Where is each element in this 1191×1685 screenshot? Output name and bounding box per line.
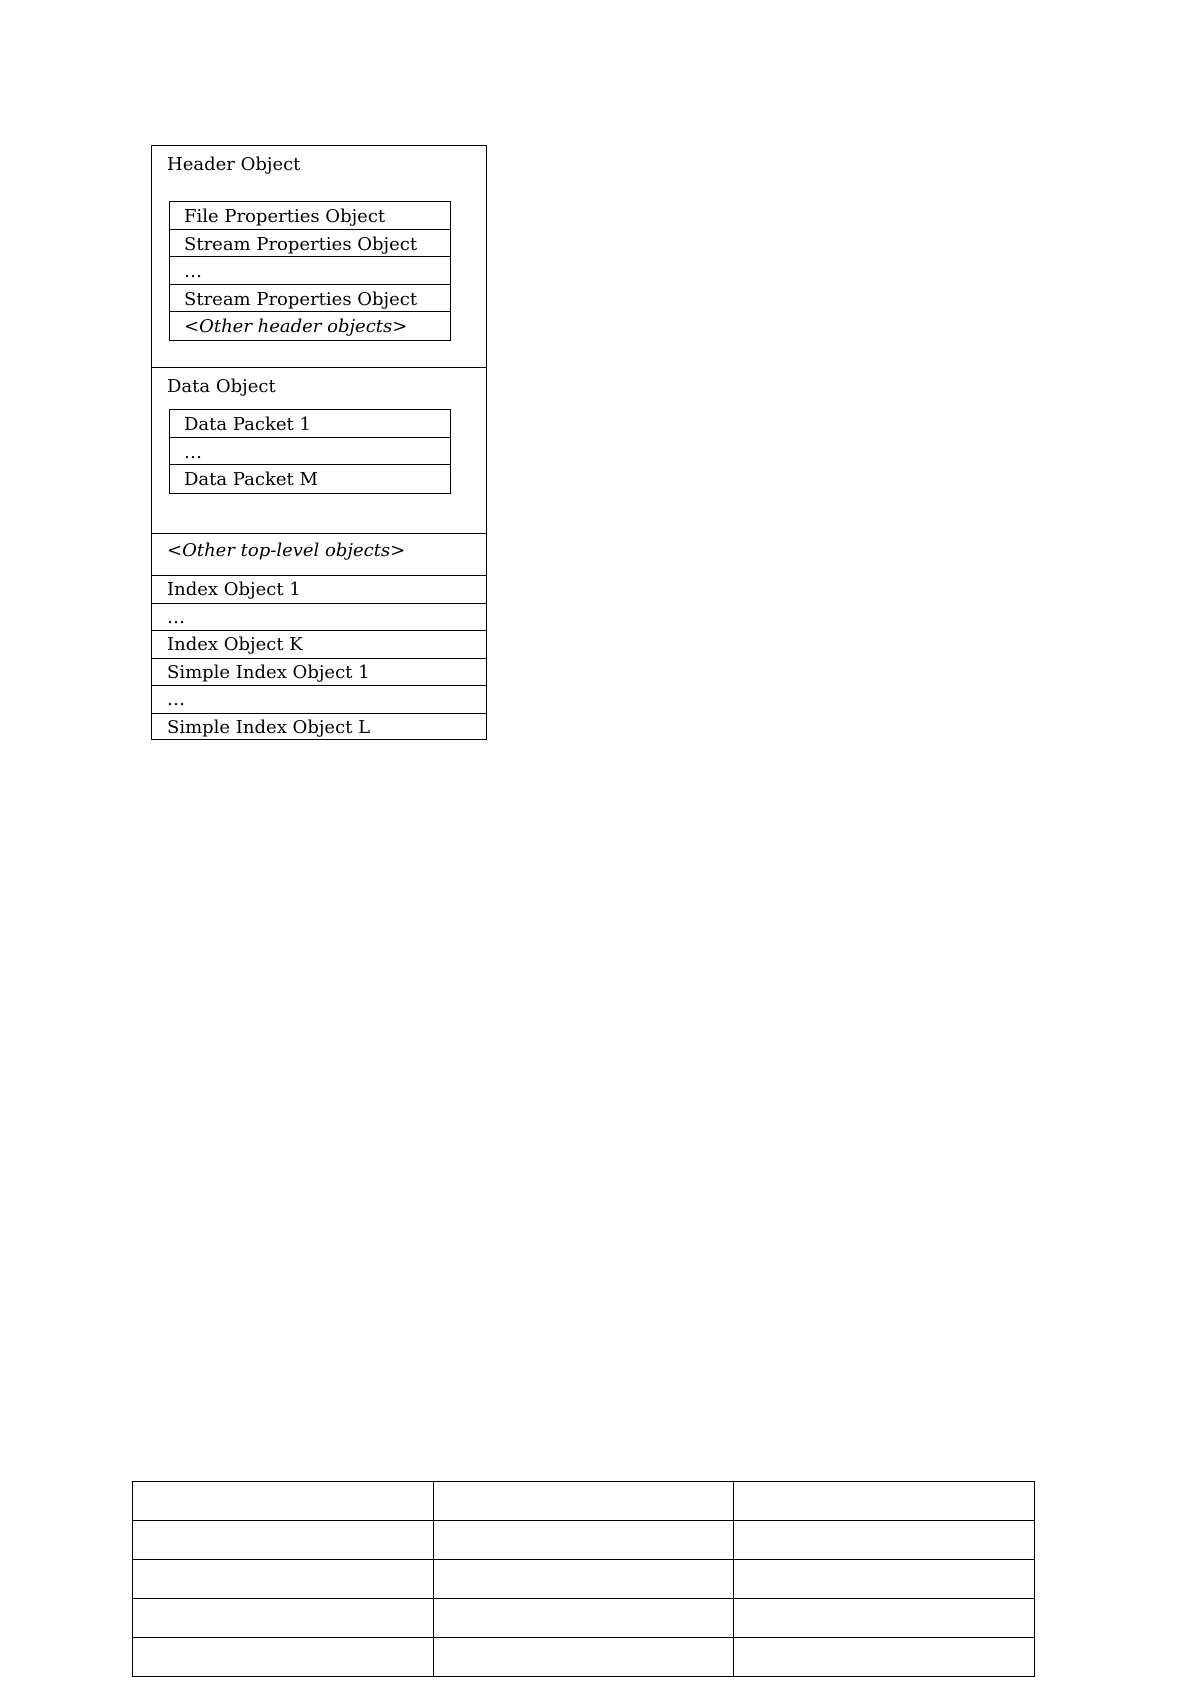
other-header-objects: <Other header objects> xyxy=(184,316,408,338)
table-row xyxy=(133,1638,1035,1677)
file-properties-object: File Properties Object xyxy=(170,202,450,230)
index-object-ellipsis: … xyxy=(152,604,486,632)
stream-properties-object-last: Stream Properties Object xyxy=(170,285,450,313)
table-cell xyxy=(133,1482,434,1521)
table-cell xyxy=(133,1521,434,1560)
table-row xyxy=(133,1482,1035,1521)
data-packet-first: Data Packet 1 xyxy=(170,410,450,438)
header-object-list xyxy=(169,201,451,341)
table-row xyxy=(133,1560,1035,1599)
data-packet-last: Data Packet M xyxy=(184,469,318,491)
empty-table xyxy=(132,1481,1035,1677)
simple-index-object-last: Simple Index Object L xyxy=(167,716,371,738)
table-cell xyxy=(433,1560,734,1599)
other-top-level-objects: <Other top-level objects> xyxy=(167,540,406,561)
stream-properties-object-first: Stream Properties Object xyxy=(170,230,450,258)
table-cell xyxy=(133,1560,434,1599)
other-top-level-section xyxy=(152,534,486,576)
simple-index-object-first: Simple Index Object 1 xyxy=(152,659,486,687)
index-object-last: Index Object K xyxy=(152,631,486,659)
table-cell xyxy=(133,1599,434,1638)
asf-file-structure-diagram xyxy=(151,145,487,740)
header-object-title: Header Object xyxy=(167,154,301,175)
data-object-section xyxy=(152,368,486,534)
table-cell xyxy=(734,1599,1035,1638)
table-row xyxy=(133,1599,1035,1638)
table-cell xyxy=(433,1599,734,1638)
table-row xyxy=(133,1521,1035,1560)
table-cell xyxy=(734,1521,1035,1560)
data-object-title: Data Object xyxy=(167,376,276,397)
table-cell xyxy=(734,1560,1035,1599)
index-object-first: Index Object 1 xyxy=(152,576,486,604)
index-objects-list xyxy=(152,576,486,741)
table-cell xyxy=(433,1482,734,1521)
table-cell xyxy=(433,1638,734,1677)
table-cell xyxy=(734,1638,1035,1677)
simple-index-object-ellipsis: … xyxy=(152,686,486,714)
header-ellipsis: … xyxy=(170,257,450,285)
header-object-section xyxy=(152,146,486,368)
table-cell xyxy=(433,1521,734,1560)
table-cell xyxy=(133,1638,434,1677)
table-cell xyxy=(734,1482,1035,1521)
data-packet-ellipsis: … xyxy=(170,438,450,466)
data-packet-list xyxy=(169,409,451,494)
